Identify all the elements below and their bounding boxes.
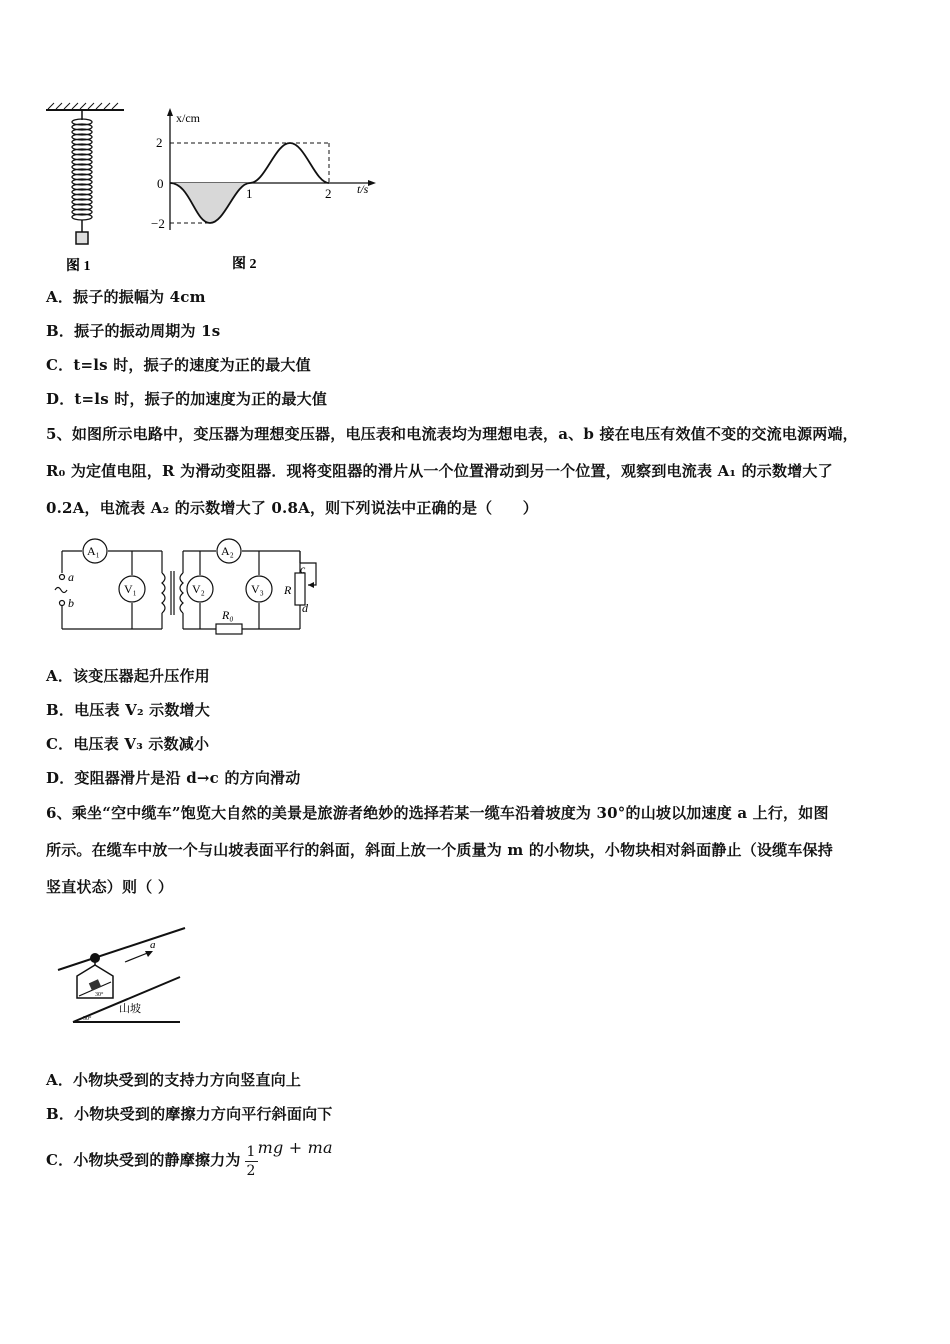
ammeter-a1-label: A₁	[87, 544, 100, 558]
rheostat-c-label: c	[300, 562, 306, 576]
resistor-r0-label: R₀	[222, 608, 234, 622]
fraction-numerator: 1	[246, 1143, 256, 1160]
rheostat-r-label: R	[284, 583, 292, 597]
q4-option-a: A．振子的振幅为 4cm	[46, 288, 206, 306]
spring-figure	[40, 100, 140, 275]
xt-graph-figure	[150, 100, 390, 275]
terminal-a-label: a	[68, 570, 74, 584]
slope-label: 山坡	[119, 1003, 141, 1015]
q5-option-c: C．电压表 V₃ 示数减小	[46, 735, 210, 753]
q5-option-a: A．该变压器起升压作用	[46, 667, 210, 685]
q6-option-b: B．小物块受到的摩擦力方向平行斜面向下	[46, 1105, 333, 1123]
q5-option-d: D．变阻器滑片是沿 d→c 的方向滑动	[46, 769, 301, 787]
q6-option-c-expression: mg + ma	[257, 1138, 333, 1157]
fraction-one-half	[245, 1143, 258, 1180]
q6-stem-line1: 6、乘坐“空中缆车”饱览大自然的美景是旅游者绝妙的选择若某一缆车沿着坡度为 30°的山坡以加速度 a 上行，如图	[46, 804, 829, 822]
slope-angle-label: 30°	[83, 1016, 92, 1022]
q5-stem-line1: 5、如图所示电路中，变压器为理想变压器，电压表和电流表均为理想电表，a、b 接在电压有效值不变的交流电源两端，	[46, 425, 858, 443]
terminal-b-label: b	[68, 596, 74, 610]
q4-option-b: B．振子的振动周期为 1s	[46, 322, 221, 340]
rheostat-d-label: d	[302, 601, 308, 615]
tick-pos: 2	[156, 135, 163, 150]
q4-option-d: D．t=ls 时，振子的加速度为正的最大值	[46, 390, 328, 408]
fig2-label: 图 2	[232, 257, 257, 272]
fig1-label: 图 1	[66, 259, 91, 274]
q5-option-b: B．电压表 V₂ 示数增大	[46, 701, 210, 719]
tick-t1: 1	[246, 186, 253, 201]
q6-stem-line3: 竖直状态）则（ ）	[46, 878, 174, 896]
q5-stem-line2: R₀ 为定值电阻，R 为滑动变阻器．现将变阻器的滑片从一个位置滑动到另一个位置，观察到电流表 A₁ 的示数增大了	[46, 462, 833, 480]
fraction-denominator: 2	[246, 1162, 256, 1179]
axis-x-label: t/s	[357, 182, 369, 196]
acceleration-label: a	[150, 939, 156, 951]
tick-zero: 0	[157, 176, 164, 191]
q6-option-a: A．小物块受到的支持力方向竖直向上	[46, 1071, 302, 1089]
q6-option-c-prefix: C．小物块受到的静摩擦力为	[46, 1151, 241, 1169]
incline-angle-label: 30°	[95, 992, 104, 998]
tick-neg: −2	[151, 216, 165, 231]
voltmeter-v3-label: V₃	[251, 582, 264, 596]
q6-option-c	[46, 1138, 333, 1180]
axis-y-label: x/cm	[176, 111, 200, 125]
q6-stem-line2: 所示。在缆车中放一个与山坡表面平行的斜面，斜面上放一个质量为 m 的小物块，小物块相对斜面静止（设缆车保持	[46, 841, 833, 859]
transformer-circuit-diagram	[50, 533, 340, 638]
voltmeter-v1-label: V₁	[124, 582, 137, 596]
voltmeter-v2-label: V₂	[192, 582, 205, 596]
tick-t2: 2	[325, 186, 332, 201]
ammeter-a2-label: A₂	[221, 544, 234, 558]
q5-stem-line3: 0.2A，电流表 A₂ 的示数增大了 0.8A，则下列说法中正确的是（ ）	[46, 499, 538, 517]
q4-option-c: C．t=ls 时，振子的速度为正的最大值	[46, 356, 311, 374]
cable-car-figure	[55, 920, 190, 1030]
